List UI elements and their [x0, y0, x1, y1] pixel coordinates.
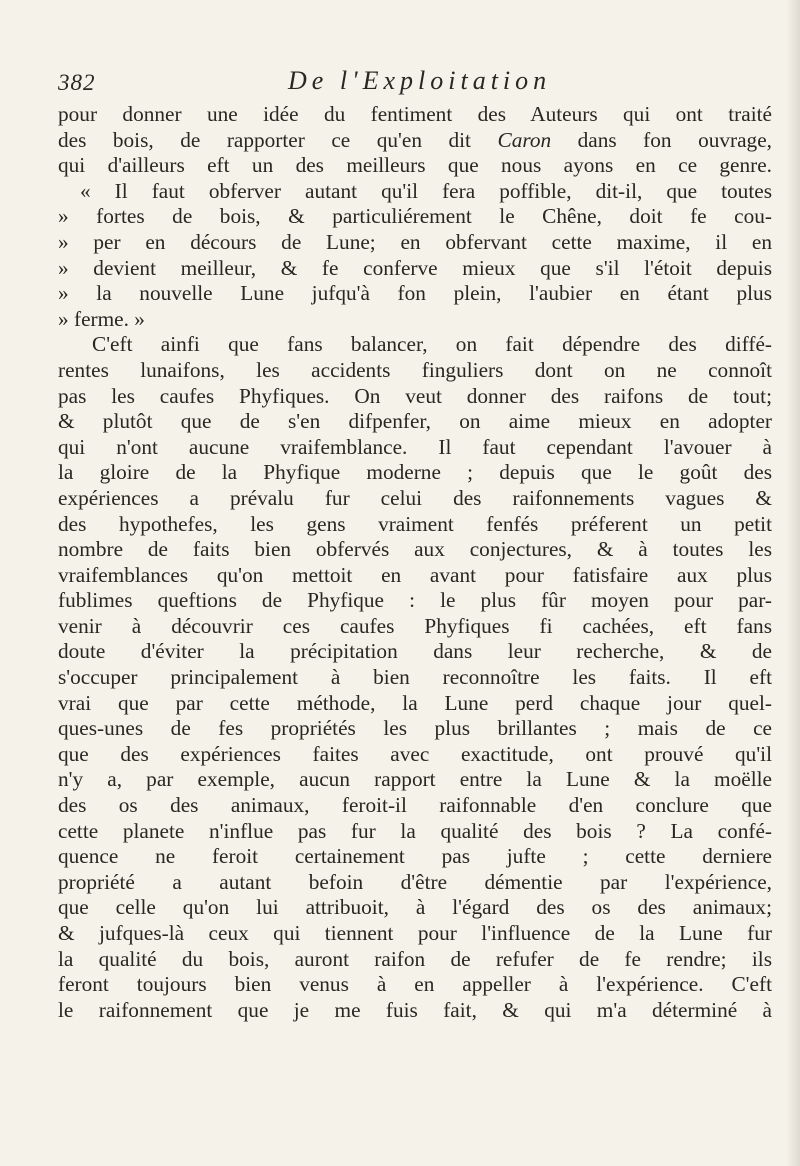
text-line: que celle qu'on lui attribuoit, à l'égard des os des animaux; — [58, 895, 772, 920]
text-line: la qualité du bois, auront raifon de refufer de fe rendre; ils — [58, 946, 772, 971]
quote-line: » devient meilleur, & fe conferve mieux que s'il l'étoit depuis — [58, 255, 772, 280]
body-text — [58, 102, 772, 1023]
text-line: nombre de faits bien obfervés aux conjectures, & à toutes les — [58, 537, 772, 562]
text-line: cette planete n'influe pas fur la qualité des bois ? La confé- — [58, 818, 772, 843]
text-line: vraifemblances qu'on mettoit en avant pour fatisfaire aux plus — [58, 562, 772, 587]
text-line: s'occuper principalement à bien reconnoître les faits. Il eft — [58, 665, 772, 690]
quote-line: » per en décours de Lune; en obfervant cette maxime, il en — [58, 229, 772, 254]
quote-line: « Il faut obferver autant qu'il fera poffible, dit-il, que toutes — [80, 178, 772, 203]
text-line: la gloire de la Phyfique moderne ; depuis que le goût des — [58, 460, 772, 485]
page-edge-shadow — [786, 0, 800, 1166]
text-line: que des expériences faites avec exactitude, ont prouvé qu'il — [58, 741, 772, 766]
text-line: qui n'ont aucune vraifemblance. Il faut cependant l'avouer à — [58, 434, 772, 459]
quote-line: » la nouvelle Lune jufqu'à fon plein, l'aubier en étant plus — [58, 281, 772, 306]
text-line: n'y a, par exemple, aucun rapport entre la Lune & la moëlle — [58, 767, 772, 792]
text-line: pour donner une idée du fentiment des Auteurs qui ont traité — [58, 102, 772, 126]
text-line: C'eft ainfi que fans balancer, on fait dépendre des diffé- — [92, 332, 772, 357]
quote-line: » fortes de bois, & particuliérement le Chêne, doit fe cou- — [58, 204, 772, 229]
text-line: expériences a prévalu fur celui des raifonnements vagues & — [58, 485, 772, 510]
text-line: propriété a autant befoin d'être démentie par l'expérience, — [58, 869, 772, 894]
text-line: doute d'éviter la précipitation dans leur recherche, & de — [58, 639, 772, 664]
text-line: des os des animaux, feroit-il raifonnable d'en conclure que — [58, 793, 772, 818]
quote-line: » ferme. » — [58, 306, 145, 331]
page-number: 382 — [58, 70, 96, 95]
running-title: De l'Exploitation — [288, 66, 552, 95]
author-name-caron: Caron — [497, 127, 552, 152]
text-line: feront toujours bien venus à en appeller à l'expérience. C'eft — [58, 972, 772, 997]
text-line: des bois, de rapporter ce qu'en dit Caron dans fon ouvrage, — [58, 127, 772, 152]
text-line: le raifonnement que je me fuis fait, & qui m'a déterminé à — [58, 997, 772, 1022]
text-line: venir à découvrir ces caufes Phyfiques fi cachées, eft fans — [58, 613, 772, 638]
text-line: quence ne feroit certainement pas jufte ; cette derniere — [58, 844, 772, 869]
text-line: ques-unes de fes propriétés les plus brillantes ; mais de ce — [58, 716, 772, 741]
text-line: vrai que par cette méthode, la Lune perd chaque jour quel- — [58, 690, 772, 715]
text-line: rentes lunaifons, les accidents finguliers dont on ne connoît — [58, 357, 772, 382]
text-line: & jufques-là ceux qui tiennent pour l'influence de la Lune fur — [58, 921, 772, 945]
text-line: & plutôt que de s'en difpenfer, on aime mieux en adopter — [58, 409, 772, 434]
text-line: des hypothefes, les gens vraiment fenfés préferent un petit — [58, 511, 772, 536]
text-line: fublimes queftions de Phyfique : le plus fûr moyen pour par- — [58, 588, 772, 613]
text-line: qui d'ailleurs eft un des meilleurs que nous ayons en ce genre. — [58, 153, 772, 178]
page-header — [58, 66, 758, 100]
text-line: pas les caufes Phyfiques. On veut donner des raifons de tout; — [58, 383, 772, 408]
